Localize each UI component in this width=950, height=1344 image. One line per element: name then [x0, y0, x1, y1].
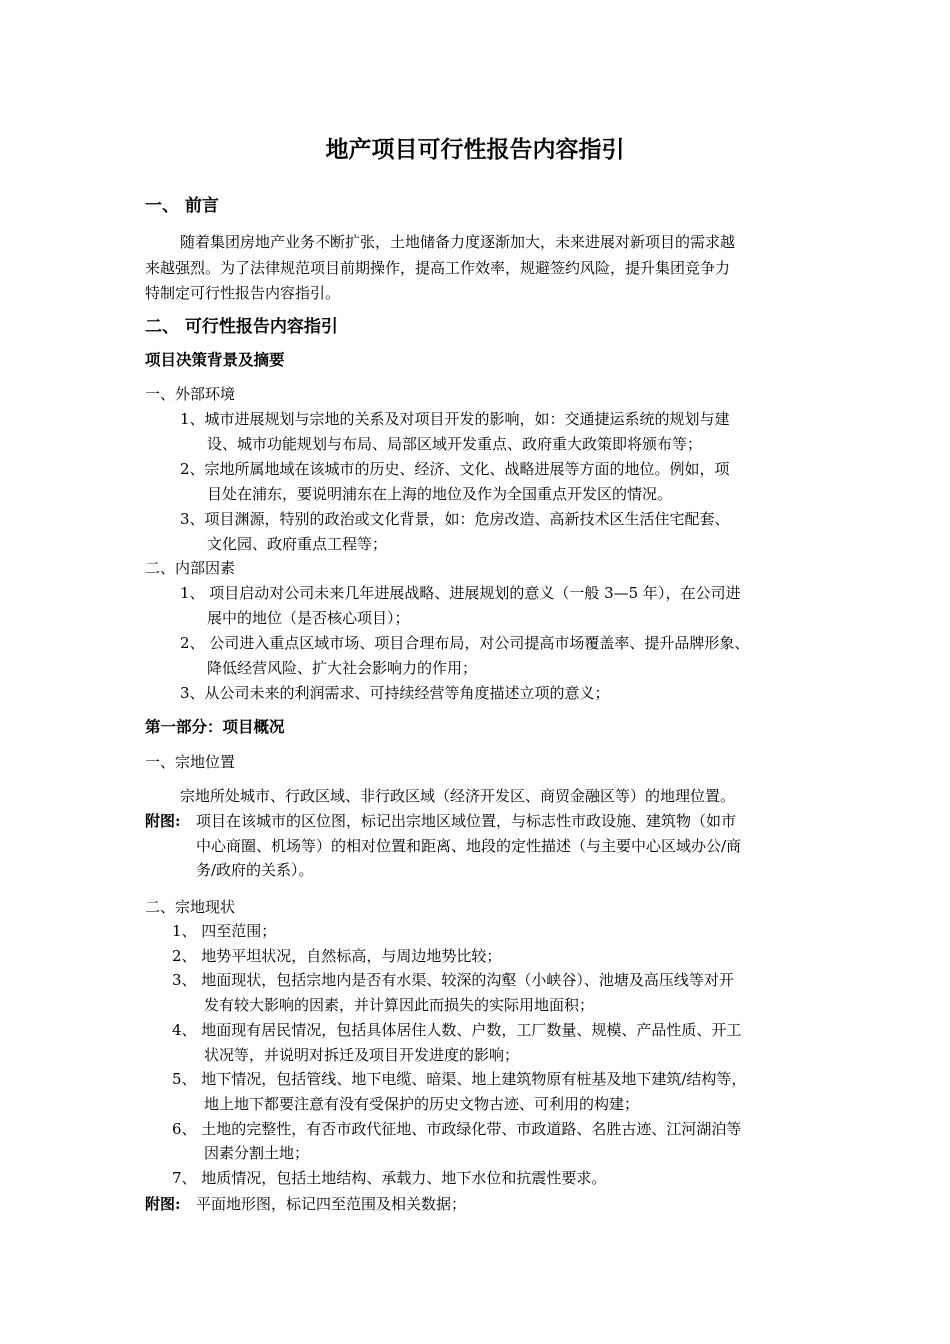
list-item: 状况等，并说明对拆迁及项目开发进度的影响； [204, 1046, 520, 1064]
list-item: 地上地下都要注意有没有受保护的历史文物古迹、可利用的构建； [204, 1095, 640, 1113]
preface-line-3: 特制定可行性报告内容指引。 [145, 284, 341, 302]
external-env-heading: 一、外部环境 [145, 385, 236, 403]
site-status-heading: 二、宗地现状 [145, 898, 236, 916]
list-item: 2、宗地所属地域在该城市的历史、经济、文化、战略进展等方面的地位。例如，项 [180, 460, 730, 478]
annex-line: 中心商圈、机场等）的相对位置和距离、地段的定性描述（与主要中心区域办公/商 [196, 837, 742, 855]
list-item: 1、城市进展规划与宗地的关系及对项目开发的影响，如：交通捷运系统的规划与建 [180, 410, 730, 428]
internal-factors-heading: 二、内部因素 [145, 559, 236, 577]
list-item: 文化园、政府重点工程等； [207, 535, 388, 553]
list-item: 1、 项目启动对公司未来几年进展战略、进展规划的意义（一般 3—5 年），在公司进 [180, 584, 741, 602]
list-item: 发有较大影响的因素，并计算因此而损失的实际用地面积； [204, 996, 595, 1014]
annex-label: 附图: [145, 1195, 181, 1213]
document-title: 地产项目可行性报告内容指引 [325, 136, 625, 163]
list-item: 3、 地面现状，包括宗地内是否有水渠、较深的沟壑（小峡谷）、池塘及高压线等对开 [172, 971, 734, 989]
location-text: 宗地所处城市、行政区域、非行政区域（经济开发区、商贸金融区等）的地理位置。 [180, 787, 736, 805]
list-item: 2、 地势平坦状况，自然标高，与周边地势比较； [172, 947, 502, 965]
location-heading: 一、宗地位置 [145, 753, 236, 771]
list-item: 目处在浦东，要说明浦东在上海的地位及作为全国重点开发区的情况。 [207, 485, 673, 503]
section-heading-preface: 一、 前言 [145, 196, 219, 216]
list-item: 7、 地质情况，包括土地结构、承载力、地下水位和抗震性要求。 [172, 1169, 607, 1187]
subheading-background: 项目决策背景及摘要 [145, 350, 285, 369]
list-item: 3、从公司未来的利润需求、可持续经营等角度描述立项的意义； [180, 684, 610, 702]
list-item: 设、城市功能规划与布局、局部区域开发重点、政府重大政策即将颁布等； [207, 435, 703, 453]
list-item: 1、 四至范围； [172, 922, 277, 940]
list-item: 3、项目渊源，特别的政治或文化背景，如：危房改造、高新技术区生活住宅配套、 [180, 510, 730, 528]
list-item: 5、 地下情况，包括管线、地下电缆、暗渠、地上建筑物原有桩基及地下建筑/结构等， [172, 1070, 747, 1088]
annex-line: 务/政府的关系）。 [196, 861, 314, 879]
list-item: 6、 土地的完整性，有否市政代征地、市政绿化带、市政道路、名胜古迹、江河湖泊等 [172, 1120, 742, 1138]
list-item: 4、 地面现有居民情况，包括具体居住人数、户数，工厂数量、规模、产品性质、开工 [172, 1021, 742, 1039]
preface-line-2: 来越强烈。为了法律规范项目前期操作，提高工作效率，规避签约风险，提升集团竞争力 [145, 259, 731, 277]
list-item: 2、 公司进入重点区域市场、项目合理布局，对公司提高市场覆盖率、提升品牌形象、 [180, 634, 750, 652]
annex-label: 附图: [145, 812, 181, 830]
part-one-heading: 第一部分：项目概况 [145, 717, 285, 736]
section-heading-guide: 二、 可行性报告内容指引 [145, 317, 338, 337]
list-item: 展中的地位（是否核心项目）； [207, 609, 410, 627]
annex-line: 平面地形图，标记四至范围及相关数据； [196, 1195, 467, 1213]
list-item: 降低经营风险、扩大社会影响力的作用； [207, 659, 478, 677]
list-item: 因素分割土地； [204, 1144, 310, 1162]
preface-line-1: 随着集团房地产业务不断扩张，土地储备力度逐渐加大，未来进展对新项目的需求越 [180, 233, 736, 251]
annex-line: 项目在该城市的区位图，标记出宗地区域位置，与标志性市政设施、建筑物（如市 [196, 812, 737, 830]
